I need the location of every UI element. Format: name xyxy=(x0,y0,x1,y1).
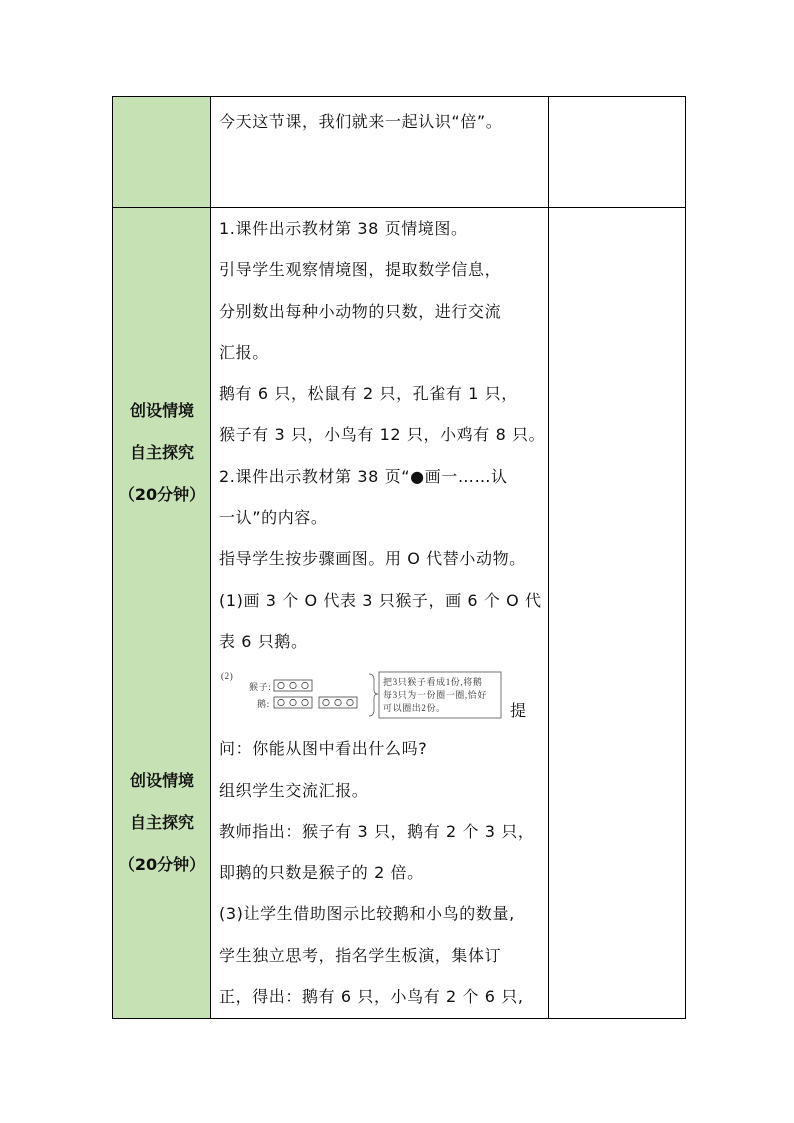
content-line: 猴子有 3 只，小鸟有 12 只，小鸡有 8 只。 xyxy=(219,425,546,445)
notes-cell xyxy=(549,97,686,208)
monkey-group-box xyxy=(274,680,312,691)
goose-label: 鹅: xyxy=(257,699,270,710)
note-line: 可以圈出2份。 xyxy=(383,703,446,714)
stage-label-line: 创设情境 xyxy=(129,771,194,790)
content-line: (3)让学生借助图示比较鹅和小鸟的数量, xyxy=(219,904,515,924)
lesson-plan-table xyxy=(112,96,686,1019)
content-line: 1.课件出示教材第 38 页情境图。 xyxy=(219,219,468,238)
stage-label-line: （20分钟） xyxy=(118,485,206,504)
stage-label-line: 创设情境 xyxy=(129,401,194,420)
stage-label-line: 自主探究 xyxy=(129,443,194,462)
circle-diagram xyxy=(219,664,544,728)
stage-label-bottom xyxy=(113,760,211,886)
goose-circle xyxy=(347,700,353,706)
content-line: 一认”的内容。 xyxy=(219,508,328,528)
goose-group-box xyxy=(274,697,312,708)
stage-cell xyxy=(113,208,211,1019)
monkey-circle xyxy=(302,683,308,689)
intro-text: 今天这节课，我们就来一起认识“倍”。 xyxy=(219,112,503,131)
notes-cell xyxy=(549,208,686,1019)
goose-group-box xyxy=(319,697,357,708)
figure-number: (2) xyxy=(221,671,234,682)
brace xyxy=(369,674,378,716)
content-line: 引导学生观察情境图，提取数学信息， xyxy=(219,260,502,280)
stage-cell-empty xyxy=(113,97,211,208)
table-row xyxy=(113,208,686,1019)
content-line: 指导学生按步骤画图。用 O 代替小动物。 xyxy=(219,549,526,569)
stage-label-line: （20分钟） xyxy=(118,855,206,874)
goose-circle xyxy=(302,700,308,706)
stage-label-line: 自主探究 xyxy=(129,813,194,832)
content-line: 正，得出：鹅有 6 只，小鸟有 2 个 6 只, xyxy=(219,987,524,1007)
monkey-label: 猴子: xyxy=(249,682,272,693)
content-line: 鹅有 6 只，松鼠有 2 只，孔雀有 1 只， xyxy=(219,384,518,404)
content-line: 2.课件出示教材第 38 页“●画一……认 xyxy=(219,466,508,486)
goose-circle xyxy=(335,700,341,706)
content-line: 问：你能从图中看出什么吗? xyxy=(219,739,428,759)
goose-circle xyxy=(278,700,284,706)
monkey-circle xyxy=(290,683,296,689)
note-line: 把3只猴子看成1份,将鹅 xyxy=(383,677,483,688)
content-line: 学生独立思考，指名学生板演，集体订 xyxy=(219,945,502,965)
note-line: 每3只为一份圈一圈,恰好 xyxy=(383,690,487,701)
content-cell xyxy=(211,208,549,1019)
content-line: 组织学生交流汇报。 xyxy=(219,780,369,800)
goose-circle xyxy=(290,700,296,706)
circle-diagram-graphic xyxy=(219,664,549,728)
stage-label-top xyxy=(113,390,211,516)
content-line: 即鹅的只数是猴子的 2 倍。 xyxy=(219,863,424,883)
monkey-circle xyxy=(278,683,284,689)
content-line: 汇报。 xyxy=(219,342,269,362)
content-line: (1)画 3 个 O 代表 3 只猴子，画 6 个 O 代 xyxy=(219,590,542,610)
content-cell xyxy=(211,97,549,208)
content-line: 教师指出：猴子有 3 只，鹅有 2 个 3 只， xyxy=(219,821,535,841)
content-line: 表 6 只鹅。 xyxy=(219,631,308,651)
table-row xyxy=(113,97,686,208)
content-line: 分别数出每种小动物的只数，进行交流 xyxy=(219,301,502,321)
goose-circle xyxy=(323,700,329,706)
ti-char: 提 xyxy=(510,701,527,721)
